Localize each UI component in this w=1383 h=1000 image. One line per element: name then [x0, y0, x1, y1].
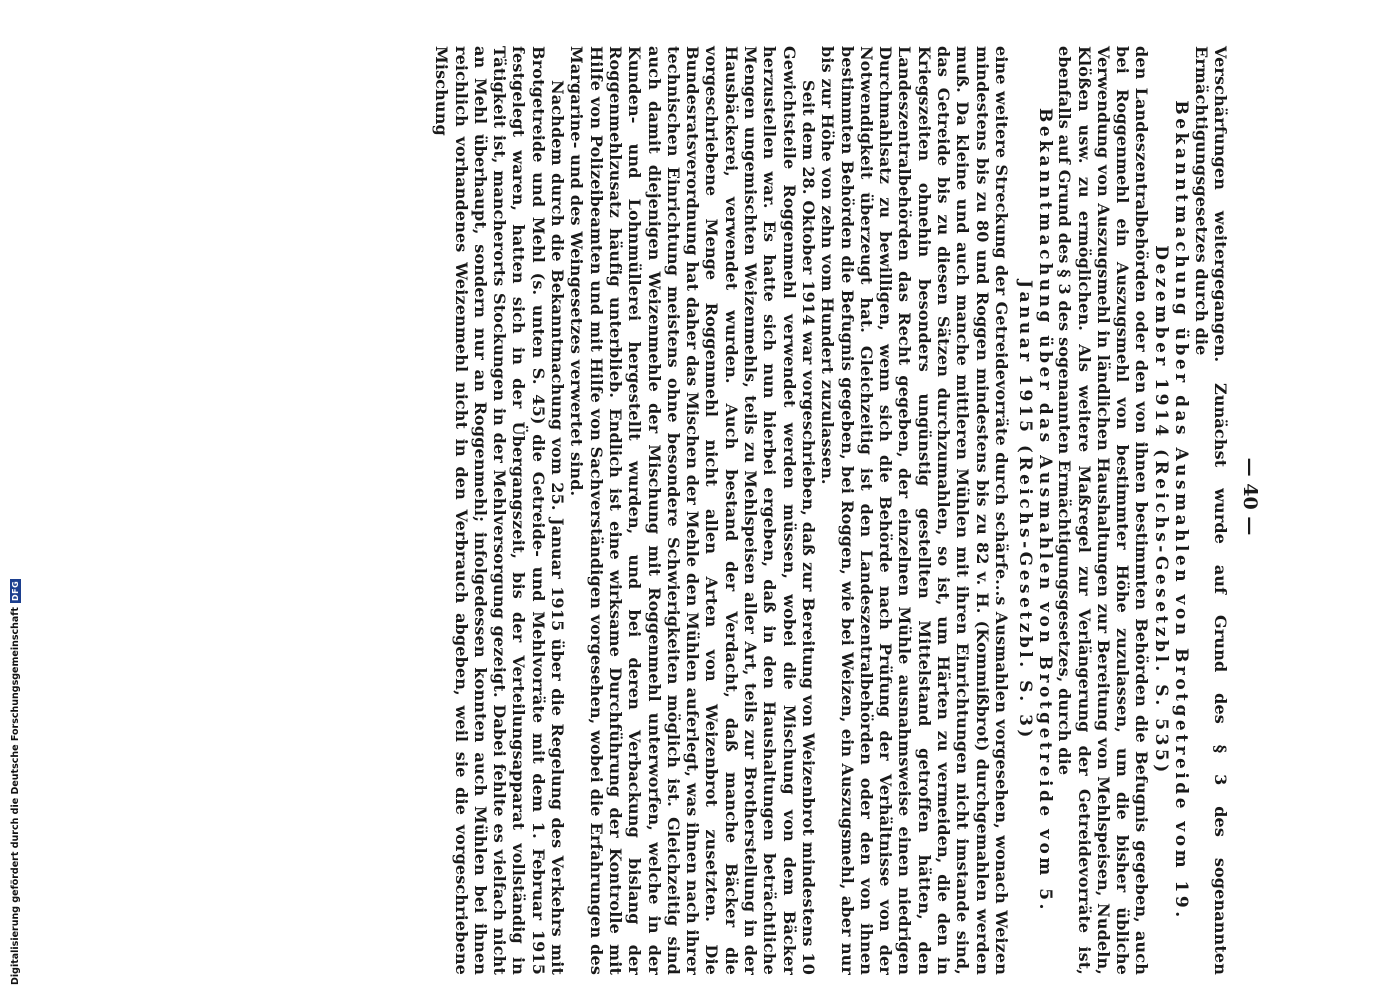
digitization-sidebar	[0, 0, 22, 1000]
digitization-note	[10, 579, 21, 985]
dfg-logo: DFG	[11, 580, 20, 602]
heading-bekanntmachung-1915: Bekanntmachung über das Ausmahlen von Brotgetreide vom 5. Januar 1915 (Reichs-Gesetzbl. S. 3)	[1014, 108, 1055, 913]
page-number: — 40 —	[1239, 457, 1261, 536]
page-text	[432, 4, 1230, 989]
paragraph-1: Verschärfungen weitergegangen. Zunächst wurde auf Grund des § 3 des sogenannten Ermächtigungsgesetzes durch die	[1191, 46, 1230, 975]
rotated-page	[150, 4, 1270, 989]
paragraph-3: eine weitere Streckung der Getreidevorräte durch schärfe...s Ausmahlen vorgesehen, wonach Weizen mindestens bis zu 80 und Roggen mindestens bis zu 82 v. H. (Kommißbrot) durchgemahlen werden muß. Da kleine und auch manche mittleren Mühlen mit ihren Einrichtungen nicht imstande sind, das Getreide bis zu diesen Sätzen durchzumahlen, so ist, um Härten zu vermeiden, die den in Kriegszeiten ohnehin besonders ungünstig gestellten Mittelstand getroffen hätten, den Landeszentralbehörden das Recht gegeben, der einzelnen Mühle ausnahmsweise einen niedrigen Durchmahlsatz zu bewilligen, wenn sich die Behörde nach Prüfung der Verhältnisse von der Notwendigkeit überzeugt hat. Gleichzeitig ist den Landeszentralbehörden oder den von ihnen bestimmten Behörden die Befugnis gegeben, bei Roggen, wie bei Weizen, ein Auszugsmehl, aber nur bis zur Höhe von zehn vom Hundert zuzulassen.	[818, 46, 1011, 975]
paragraph-2: den Landeszentralbehörden oder den von ihnen bestimmten Behörden die Befugnis gegeben, auch bei Roggenmehl ein Auszugsmehl von bestimmter Höhe zuzulassen, um die bisher übliche Verwendung von Auszugsmehl in ländlichen Haushaltungen zur Bereitung von Mehlspeisen, Nudeln, Klößen usw. zu ermöglichen. Als weitere Maßregel zur Verlängerung der Getreidevorräte ist, ebenfalls auf Grund des § 3 des sogenannten Ermächtigungsgesetzes, durch die	[1055, 46, 1152, 975]
paragraph-4: Seit dem 28. Oktober 1914 war vorgeschrieben, daß zur Bereitung von Weizenbrot mindestens 10 Gewichtsteile Roggenmehl verwendet werden müssen, wobei die Mischung von dem Bäcker herzustellen war. Es hatte sich nun hierbei ergeben, daß in den Haushaltungen beträchtliche Mengen ungemischten Weizenmehls, teils zu Mehlspeisen aller Art, teils zur Brotherstellung in der Hausbäckerei, verwendet wurden. Auch bestand der Verdacht, daß manche Bäcker die vorgeschriebene Menge Roggenmehl nicht allen Arten von Weizenbrot zusetzten. Die Bundesratsverordnung hat daher das Mischen der Mehle den Mühlen auferlegt, was ihnen nach ihrer technischen Einrichtung meistens ohne besondere Schwierigkeiten möglich ist. Gleichzeitig sind auch damit diejenigen Weizenmehle der Mischung mit Roggenmehl unterworfen, welche in der Kunden- und Lohnmüllerei hergestellt wurden, und bei deren Verbackung bislang der Roggenmehlzusatz häufig unterblieb. Endlich ist eine wirksame Durchführung der Kontrolle mit Hilfe von Polizeibeamten und mit Hilfe von Sachverständigen vorgesehen, wobei die Erfahrungen des Margarine- und des Weingesetzes verwertet sind.	[567, 46, 818, 975]
heading-bekanntmachung-1914: Bekanntmachung über das Ausmahlen von Brotgetreide vom 19. Dezember 1914 (Reichs-Gesetzbl. S. 535)	[1151, 100, 1192, 921]
paragraph-5: Nachdem durch die Bekanntmachung vom 25. Januar 1915 über die Regelung des Verkehrs mit Brotgetreide und Mehl (s. unten S. 45) die Getreide- und Mehlvorräte mit dem 1. Februar 1915 festgelegt waren, hatten sich in der Übergangszeit, bis der Verteilungsapparat vollständig in Tätigkeit ist, mancherorts Stockungen in der Mehlversorgung gezeigt. Dabei fehlte es vielfach nicht an Mehl überhaupt, sondern nur an Roggenmehl; infolgedessen konnten auch Mühlen bei ihnen reichlich vorhandenes Weizenmehl nicht in den Verbrauch abgeben, weil sie die vorgeschriebene Mischung	[432, 46, 568, 975]
digitization-note-text: Digitalisierung gefördert durch die Deutsche Forschungsgemeinschaft	[10, 607, 21, 985]
